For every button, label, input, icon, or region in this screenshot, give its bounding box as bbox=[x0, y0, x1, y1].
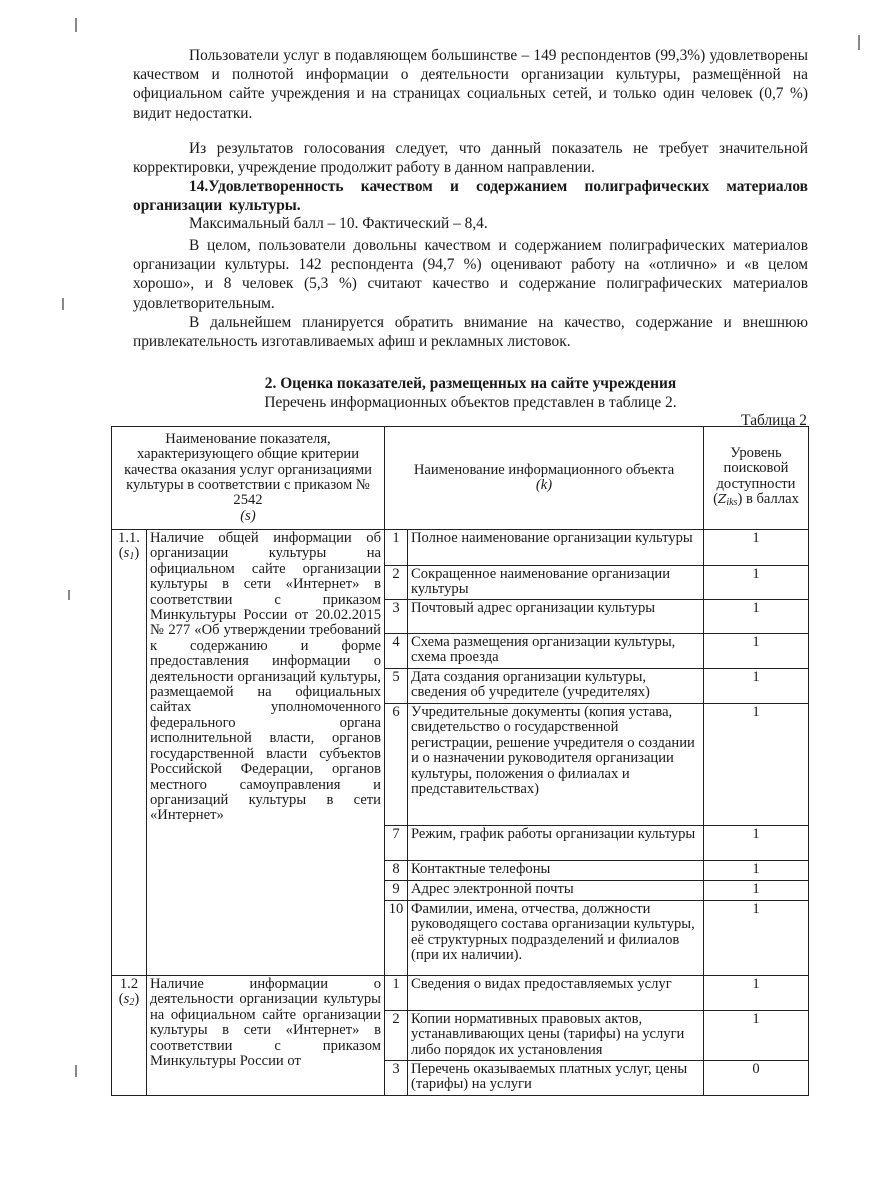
group-num-label: 1.2 bbox=[119, 976, 139, 992]
object-score: 1 bbox=[704, 881, 809, 901]
group-num-label: 1.1. bbox=[118, 530, 140, 546]
section-subtitle: Перечень информационных объектов представлен в таблице 2. bbox=[264, 394, 677, 411]
object-name: Схема размещения организации культуры, схема проезда bbox=[408, 634, 704, 669]
scan-mark bbox=[68, 590, 70, 600]
object-name: Сведения о видах предоставляемых услуг bbox=[408, 976, 704, 1011]
table-header-row bbox=[112, 427, 809, 530]
object-name: Сокращенное наименование организации культуры bbox=[408, 566, 704, 600]
table-row bbox=[112, 976, 809, 1011]
header-level: Уровень поисковой доступности $(Z_{iks})$ в баллах bbox=[704, 427, 809, 530]
object-name: Полное наименование организации культуры bbox=[408, 530, 704, 566]
object-number: 2 bbox=[385, 1011, 408, 1061]
object-number: 2 bbox=[385, 566, 408, 600]
object-score: 1 bbox=[704, 1011, 809, 1061]
object-score: 1 bbox=[704, 669, 809, 704]
scan-mark bbox=[62, 298, 64, 310]
object-number: 10 bbox=[385, 901, 408, 976]
object-name: Контактные телефоны bbox=[408, 861, 704, 881]
group-description: Наличие информации о деятельности организации культуры на официальном сайте организации культуры в сети «Интернет» в соответствии с приказом Минкультуры России от bbox=[147, 976, 385, 1096]
paragraph-voting-conclusion: Из результатов голосования следует, что данный показатель не требует значительной корректировки, учреждение продолжит работу в данном направлении. bbox=[133, 140, 808, 177]
header-object: Наименование информационного объекта (k) bbox=[385, 427, 704, 530]
object-score: 1 bbox=[704, 530, 809, 566]
object-score: 0 bbox=[704, 1061, 809, 1096]
table-body bbox=[112, 530, 809, 1096]
object-score: 1 bbox=[704, 566, 809, 600]
object-number: 6 bbox=[385, 704, 408, 826]
object-name: Дата создания организации культуры, сведения об учредителе (учредителях) bbox=[408, 669, 704, 704]
paragraph-future-plans: В дальнейшем планируется обратить внимание на качество, содержание и внешнюю привлекательность изготавливаемых афиш и рекламных листовок. bbox=[133, 314, 808, 351]
table-caption: Таблица 2 bbox=[741, 412, 807, 429]
object-number: 4 bbox=[385, 634, 408, 669]
object-name: Фамилии, имена, отчества, должности руководящего состава организации культуры, её структурных подразделений и филиалов (при их наличии). bbox=[408, 901, 704, 976]
paragraph-print-satisfaction: В целом, пользователи довольны качеством и содержанием полиграфических материалов организации культуры. 142 респондента (94,7 %) оценивают работу на «отлично» и «в целом хорошо», и 8 человек (5,3 %) считают качество и содержание полиграфических материалов удовлетворительным. bbox=[133, 237, 808, 312]
object-number: 1 bbox=[385, 976, 408, 1011]
table-row bbox=[112, 530, 809, 566]
object-score: 1 bbox=[704, 826, 809, 861]
object-score: 1 bbox=[704, 976, 809, 1011]
object-number: 9 bbox=[385, 881, 408, 901]
object-number: 1 bbox=[385, 530, 408, 566]
object-number: 8 bbox=[385, 861, 408, 881]
object-number: 3 bbox=[385, 1061, 408, 1096]
object-score: 1 bbox=[704, 634, 809, 669]
object-score: 1 bbox=[704, 704, 809, 826]
object-name: Режим, график работы организации культуры bbox=[408, 826, 704, 861]
object-score: 1 bbox=[704, 901, 809, 976]
scan-mark bbox=[75, 1065, 77, 1077]
object-number: 5 bbox=[385, 669, 408, 704]
group-description: Наличие общей информации об организации культуры на официальном сайте организации культуры в сети «Интернет» в соответствии с приказом Минкультуры России от 20.02.2015 № 277 «Об утверждении требований к содержанию и форме предоставления информации о деятельности организаций культуры, размещаемой на официальных сайтах уполномоченного федерального органа исполнительной власти, органов государственной власти субъектов Российской Федерации, органов местного самоуправления и организаций культуры в сети «Интернет» bbox=[147, 530, 385, 976]
group-var-sub: 2 bbox=[129, 997, 135, 1009]
object-name: Учредительные документы (копия устава, свидетельство о государственной регистрации, решение учредителя о создании и о назначении руководителя организации культуры, положения о филиалах и представительствах) bbox=[408, 704, 704, 826]
object-name: Перечень оказываемых платных услуг, цены (тарифы) на услуги bbox=[408, 1061, 704, 1096]
object-number: 7 bbox=[385, 826, 408, 861]
object-number: 3 bbox=[385, 600, 408, 634]
scan-mark bbox=[75, 18, 77, 32]
section-title: 2. Оценка показателей, размещенных на сайте учреждения bbox=[264, 375, 677, 392]
header-criteria: Наименование показателя, характеризующего общие критерии качества оказания услуг организациями культуры в соответствии с приказом № 2542 (s) bbox=[112, 427, 385, 530]
group-var-sub: 1 bbox=[129, 551, 135, 563]
paragraph-max-score: Максимальный балл – 10. Фактический – 8,4. bbox=[189, 215, 488, 232]
object-name: Почтовый адрес организации культуры bbox=[408, 600, 704, 634]
scan-mark bbox=[858, 35, 860, 50]
info-objects-table bbox=[111, 426, 809, 1096]
object-name: Адрес электронной почты bbox=[408, 881, 704, 901]
group-var: s bbox=[123, 545, 130, 562]
group-number: 1.2 $(s_2)$ bbox=[112, 976, 147, 1096]
heading-item-14: 14.Удовлетворенность качеством и содержанием полиграфических материалов организации культуры. bbox=[133, 178, 808, 215]
object-name: Копии нормативных правовых актов, устанавливающих цены (тарифы) на услуги либо порядок их установления bbox=[408, 1011, 704, 1061]
object-score: 1 bbox=[704, 861, 809, 881]
group-number: 1.1. $(s_1)$ bbox=[112, 530, 147, 976]
object-score: 1 bbox=[704, 600, 809, 634]
group-var: s bbox=[123, 991, 130, 1008]
paragraph-site-satisfaction: Пользователи услуг в подавляющем большинстве – 149 респондентов (99,3%) удовлетворены качеством и полнотой информации о деятельности организации культуры, размещённой на официальном сайте учреждения и на страницах социальных сетей, и только один человек (0,7 %) видит недостатки. bbox=[133, 47, 808, 122]
